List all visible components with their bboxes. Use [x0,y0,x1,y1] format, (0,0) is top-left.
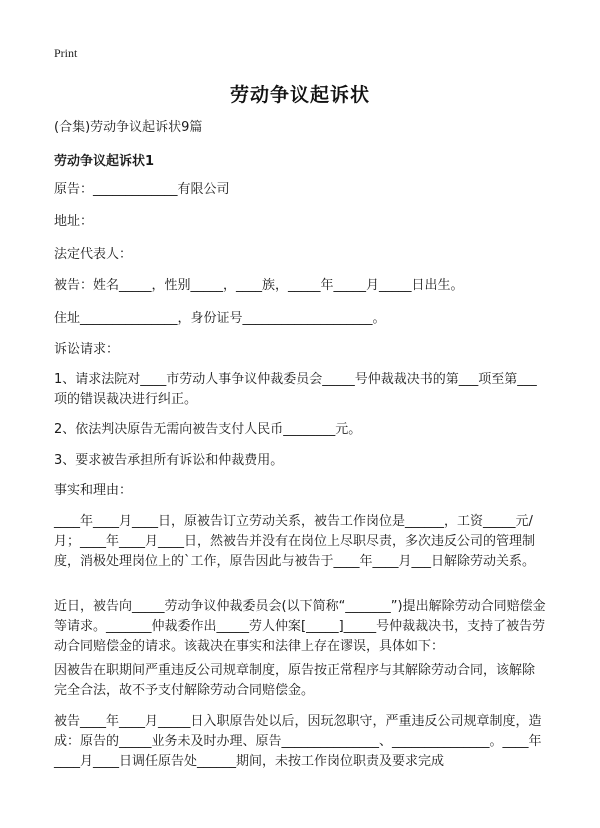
page-title: 劳动争议起诉状 [229,84,370,106]
print-link[interactable]: Print [54,46,78,60]
claims-heading: 诉讼请求： [54,342,120,357]
fact-paragraph-4: 被告____年____月_____日入职原告处以后，因玩忽职守，严重违反公司规章制度，造成：原告的_____业务未及时办理、原告_______________、_______________。____年____月____日调任原告处______期间，未按工作岗位职责及要求完成 [54,714,542,769]
residence-line: 住址_______________，身份证号____________________。 [54,311,386,326]
claim-2: 2、依法判决原告无需向被告支付人民币________元。 [54,422,362,437]
claim-3: 3、要求被告承担所有诉讼和仲裁费用。 [54,453,284,468]
fact-paragraph-3: 因被告在职期间严重违反公司规章制度，原告按正常程序与其解除劳动合同，该解除完全合法，故不予支付解除劳动合同赔偿金。 [54,663,536,698]
plaintiff-line: 原告：_____________有限公司 [54,182,230,197]
legal-rep-line: 法定代表人： [54,247,133,262]
fact-paragraph-1: ____年____月____日，原被告订立劳动关系，被告工作岗位是______，工资_____元/月；____年____月____日，然被告并没有在岗位上尽职尽责，多次违反公司的管理制度，消极处理岗位上的`工作，原告因此与被告于____年____月___日解除劳动关系。 [54,514,536,569]
claim-1: 1、请求法院对____市劳动人事争议仲裁委员会_____号仲裁裁决书的第___项至第___项的错误裁决进行纠正。 [54,372,537,407]
fact-paragraph-2: 近日，被告向_____劳动争议仲裁委员会(以下简称“_______”)提出解除劳动合同赔偿金等请求。_______仲裁委作出_____劳人仲案[_____]_____号仲裁裁决书，支持了被告劳动合同赔偿金的请求。该裁决在事实和法律上存在谬误，具体如下： [54,599,546,654]
address-line: 地址： [54,214,94,229]
document-subtitle: (合集)劳动争议起诉状9篇 [54,120,203,135]
section-heading: 劳动争议起诉状1 [54,154,155,169]
defendant-line: 被告：姓名_____，性别_____，____族，_____年_____月_____日出生。 [54,278,464,293]
facts-heading: 事实和理由： [54,483,133,498]
